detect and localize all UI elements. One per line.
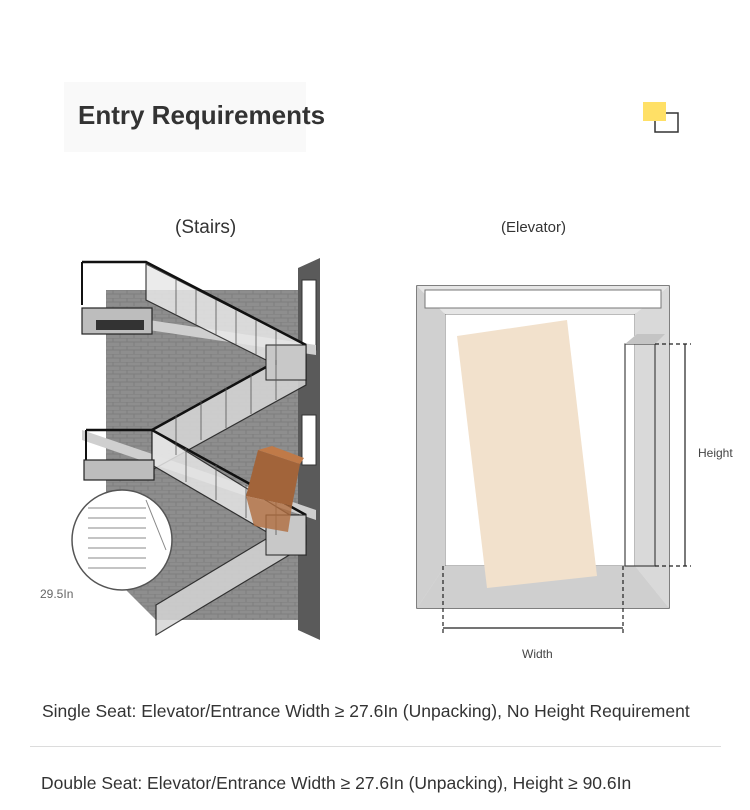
elevator-height-label: Height [698,446,733,460]
overlapping-squares-icon [642,101,680,135]
elevator-caption: (Elevator) [501,219,567,236]
stairs-illustration [36,250,336,645]
stairs-width-label: 29.5In [40,587,74,601]
stairs-caption: (Stairs) [175,217,237,238]
divider [30,746,721,747]
elevator-illustration [405,276,705,636]
requirement-single-seat: Single Seat: Elevator/Entrance Width ≥ 27.6In (Unpacking), No Height Requirement [42,701,690,721]
page-title: Entry Requirements [78,100,326,130]
elevator-width-label: Width [522,647,553,661]
requirement-double-seat: Double Seat: Elevator/Entrance Width ≥ 27.6In (Unpacking), Height ≥ 90.6In [41,773,632,793]
